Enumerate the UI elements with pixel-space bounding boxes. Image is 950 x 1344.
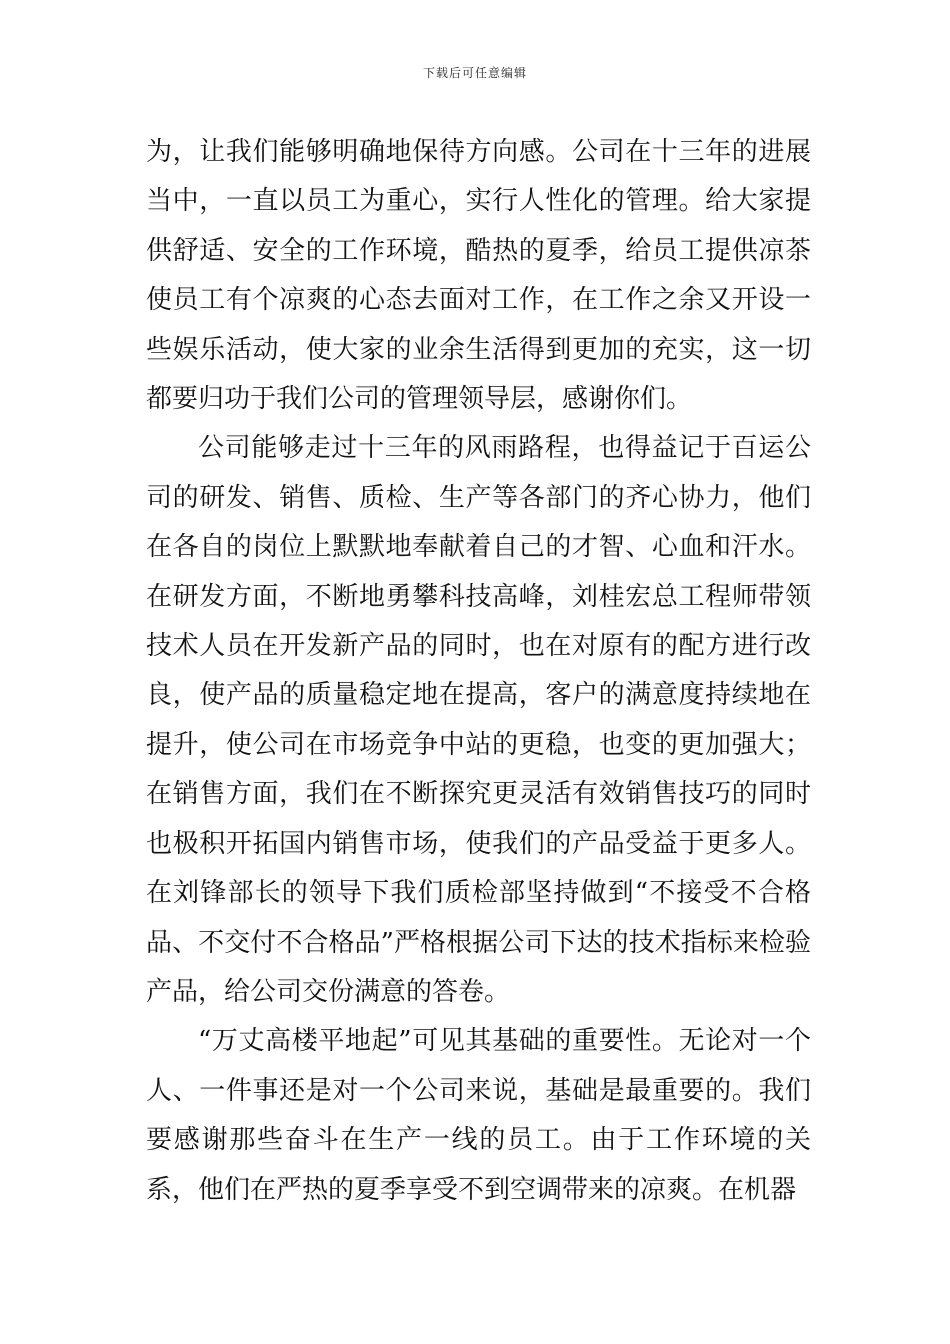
- page-header: 下载后可任意编辑: [422, 66, 527, 80]
- document-body: [146, 128, 811, 1215]
- paragraph-1: 为，让我们能够明确地保待方向感。公司在十三年的进展当中，一直以员工为重心，实行人性化的管理。给大家提供舒适、安全的工作环境，酷热的夏季，给员工提供凉茶使员工有个凉爽的心态去面对工作，在工作之余又开设一些娱乐活动，使大家的业余生活得到更加的充实，这一切都要归功于我们公司的管理领导层，感谢你们。: [146, 137, 811, 415]
- paragraph-3: “万丈高楼平地起”可见其基础的重要性。无论对一个人、一件事还是对一个公司来说，基础是最重要的。我们要感谢那些奋斗在生产一线的员工。由于工作环境的关系，他们在严热的夏季享受不到空调带来的凉爽。在机器: [146, 1026, 811, 1205]
- paragraph-2: 公司能够走过十三年的风雨路程，也得益记于百运公司的研发、销售、质检、生产等各部门的齐心协力，他们在各自的岗位上默默地奉献着自己的才智、心血和汗水。在研发方面，不断地勇攀科技高峰，刘桂宏总工程师带领技术人员在开发新产品的同时，也在对原有的配方进行改良，使产品的质量稳定地在提高，客户的满意度持续地在提升，使公司在市场竞争中站的更稳，也变的更加强大；在销售方面，我们在不断探究更灵活有效销售技巧的同时也极积开拓国内销售市场，使我们的产品受益于更多人。在刘锋部长的领导下我们质检部坚持做到“不接受不合格品、不交付不合格品”严格根据公司下达的技术指标来检验产品，给公司交份满意的答卷。: [146, 433, 811, 1007]
